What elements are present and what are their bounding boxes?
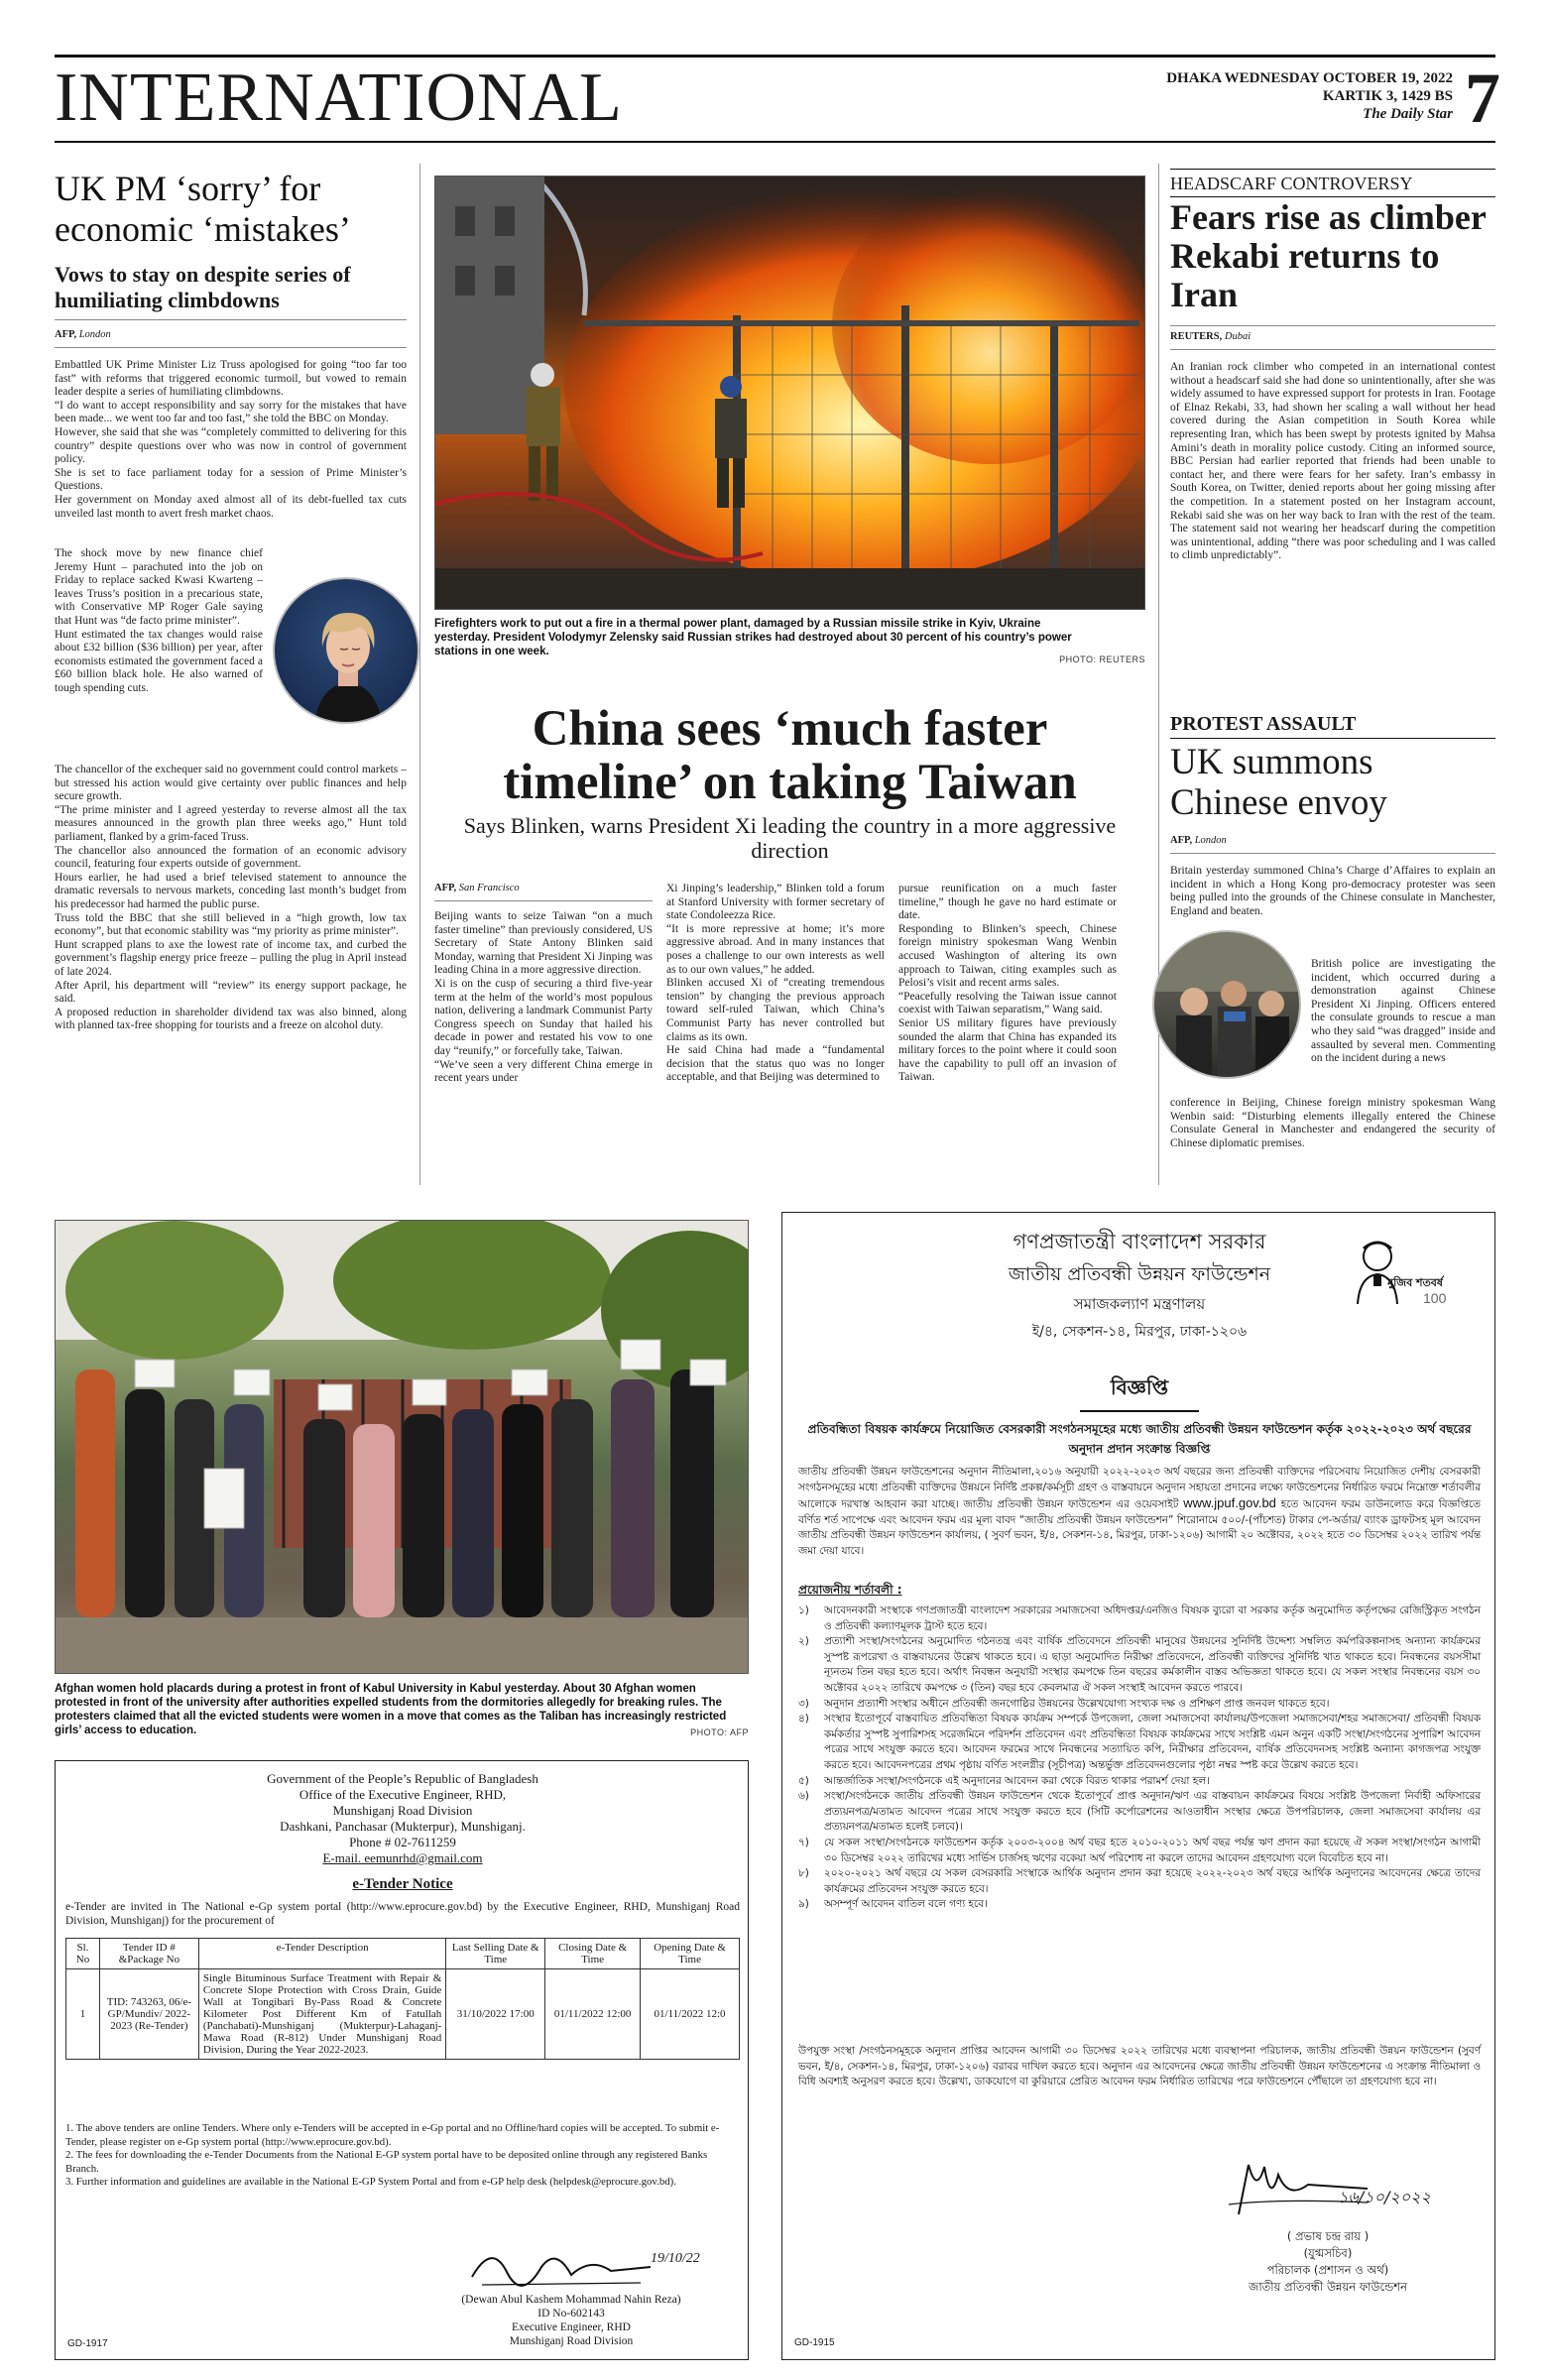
paragraph: “It is more repressive at home; it’s more aggressive abroad. And in many instances that poses a challenge to our own interests as well as to our own values,” he added. bbox=[666, 922, 885, 976]
condition-text: যে সকল সংস্থা/সংগঠনকে ফাউন্ডেশন কর্তৃক ২০০৩-২০০৪ অর্থ বছর হতে ২০১০-২০১১ অর্থ বছর পর্যন্ত ঋণ প্রদান করা হয়েছে ঐ সকল সংস্থা/সংগঠন আগামী ৩০ ডিসেম্বর ২০২২ তারিখের মধ্যে সার্ভিস চার্জসহ ঋণের বকেয়া অর্থ পরিশোধ না করলে তাদের আবেদন গ্রহণযোগ্য বলে বিবেচিত হবে না। bbox=[824, 1836, 1481, 1864]
notice-header-line: সমাজকল্যাণ মন্ত্রণালয় bbox=[1073, 1295, 1206, 1313]
logo-number: 100 bbox=[1423, 1290, 1447, 1306]
consulate-photo bbox=[1152, 930, 1301, 1079]
crowd-illustration bbox=[1154, 932, 1301, 1079]
paragraph: Blinken accused Xi of “creating tremendous tension” by changing the previous approach toward self-ruled Taiwan, which China’s Communist Party has never controlled but claims as its own. bbox=[666, 977, 885, 1043]
byline-agency: AFP, bbox=[55, 329, 77, 340]
china-byline bbox=[434, 883, 520, 893]
column-header: e-Tender Description bbox=[198, 1939, 445, 1969]
intro-text: জাতীয় প্রতিবন্ধী উন্নয়ন ফাউন্ডেশনের অনুদান নীতিমালা,২০১৬ অনুযায়ী ২০২২-২০২৩ অর্থ বছরের জন্য প্রতিবন্ধী ব্যক্তিদের পরিসেবায় নিয়োজিত দেশীয় বেসরকারী সংগঠনসমূহের মধ্যে প্রতিবন্ধী ব্যক্তিদের উন্নয়নে নির্দিষ্ট প্রকল্প/কর্মসূচী গ্রহণ ও বাস্তবায়নে অনুদান সহায়তা প্রদানের লক্ষ্যে ফাউন্ডেশনের নির্ধারিত ফরমে নিম্নোক্ত শর্তাবলীর আলোকে দরখাস্ত আহবান করা যাচ্ছে। জাতীয় প্রতিবন্ধী উন্নয়ন ফাউন্ডেশন এর ওয়েবসাইট bbox=[798, 1466, 1481, 1511]
fire-photo-credit: PHOTO: REUTERS bbox=[1059, 654, 1145, 664]
top-rule bbox=[55, 55, 1495, 58]
bangla-notice bbox=[781, 1212, 1495, 2360]
liz-truss-photo bbox=[273, 577, 419, 724]
paragraph: Hunt scrapped plans to axe the lowest rate of income tax, and curbed the government’s flagship energy price freeze – pulling the plug in April instead of late 2024. bbox=[55, 938, 407, 978]
rekabi-headline: Fears rise as climber Rekabi returns to Iran bbox=[1170, 197, 1487, 314]
condition-text: সংস্থার ইতোপূর্বে বাস্তবায়িত প্রতিবন্ধিতা বিষয়ক কার্যক্রম সম্পর্কে উপজেলা, জেলা সমাজসেবা কার্যালয়/উপজেলা সমাজসেবা/শহর সমাজসেবা/ প্রতিবন্ধী বিষয়ক কর্মকর্তার সুস্পষ্ট সুপারিশসহ সরেজমিনে পরিদর্শন প্রতিবেদন এবং প্রতিবন্ধিতা বিষয়ক কার্যক্রমের সাথে সংশ্লিষ্ট এমন অনুন একটি সংস্থা/সংগঠনের সুপারিশ আবেদন পত্রের সাথে সংযুক্ত করতে হবে। আবেদন ফরমের সাথে নিবন্ধনের সত্যায়িত কপি, নিরীক্ষার প্রতিবেদন, বার্ষিক প্রতিবেদনসহ সংশ্লিষ্ট অন্যান্য কাগজপত্র সংযুক্ত করতে হবে। আবেদনপত্রের প্রথম পৃষ্ঠায় বর্ণিত সংলগ্নীর (সূচীপত্র) অন্তর্ভুক্ত প্রতিবেদনগুলোর পৃষ্ঠা নম্বর স্পষ্ট করে উল্লেখ করতে হবে। bbox=[824, 1713, 1481, 1771]
signatory-line: জাতীয় প্রতিবন্ধী উন্নয়ন ফাউন্ডেশন bbox=[1249, 2280, 1407, 2294]
intro-text-rest: হতে আবেদন ফরম ডাউনলোড করে বিজ্ঞপ্তিতে বর্ণিত শর্ত সাপেক্ষে এবং আবেদন ফরম এর মূল্য বাবদ “জাতীয় প্রতিবন্ধী উন্নয়ন ফাউন্ডেশন” শিরোনামে ৫০০/-(পাঁচশত) টাকার পে-অর্ডার/ ব্যাংক ড্রাফটসহ মূল আবেদন জাতীয় প্রতিবন্ধী উন্নয়ন ফাউন্ডেশন কার্যালয়, ( সুবর্ণ ভবন, ই/৪, সেকশন-১৪, মিরপুর, ঢাকা-১২০৬) আগামী ২০ অক্টোবর, ২০২২ হতে ৩০ ডিসেম্বর ২০২২ তারিখ পর্যন্ত জমা দেয়া যাবে। bbox=[798, 1498, 1481, 1557]
rekabi-byline bbox=[1170, 331, 1251, 342]
tender-table bbox=[65, 1938, 740, 2060]
condition-item: ৭) যে সকল সংস্থা/সংগঠনকে ফাউন্ডেশন কর্তৃক ২০০৩-২০০৪ অর্থ বছর হতে ২০১০-২০১১ অর্থ বছর পর্যন্ত ঋণ প্রদান করা হয়েছে ঐ সকল সংস্থা/সংগঠন আগামী ৩০ ডিসেম্বর ২০২২ তারিখের মধ্যে সার্ভিস চার্জসহ ঋণের বকেয়া অর্থ পরিশোধ না করলে তাদের আবেদন গ্রহণযোগ্য বলে বিবেচিত হবে না। bbox=[798, 1836, 1481, 1866]
paragraph: “Peacefully resolving the Taiwan issue cannot coexist with Taiwan separatism,” Wang said. bbox=[898, 990, 1117, 1016]
notice-header-line: জাতীয় প্রতিবন্ধী উন্নয়ন ফাউন্ডেশন bbox=[1008, 1263, 1271, 1285]
signatory-line: Executive Engineer, RHD bbox=[512, 2321, 631, 2333]
signatory-line: পরিচালক (প্রশাসন ও অর্থ) bbox=[1266, 2263, 1389, 2277]
byline-agency: AFP, bbox=[1170, 835, 1193, 846]
byline-rule bbox=[434, 900, 653, 901]
paragraph: “The prime minister and I agreed yesterday to reverse almost all the tax measures announced in the growth plan three weeks ago,” Hunt told parliament, flanked by a grim-faced Truss. bbox=[55, 803, 407, 843]
condition-text: সংস্থা/সংগঠনকে জাতীয় প্রতিবন্ধী উন্নয়ন ফাউন্ডেশন থেকে ইতোপূর্বে প্রাপ্ত অনুদান/ঋণ এর বাস্তবায়ন কার্যক্রমের বিষয়ে সংশ্লিষ্ট উপজেলা নির্বাহী অফিসারের প্রত্যয়নপত্র/মতামত আবেদন পত্রের সাথে সংযুক্ত করতে হবে (সিটি কর্পোরেশনের আওতাধীন সংস্থার ক্ষেত্রে উপপরিচালক, জেলা সমাজসেবা কার্যালয় এর প্রত্যয়নপত্র/মতামত হলেই চলবে)। bbox=[824, 1790, 1481, 1834]
conditions-title: প্রয়োজনীয় শর্তাবলী : bbox=[798, 1583, 902, 1597]
kyiv-fire-photo bbox=[434, 176, 1145, 610]
paragraph: The shock move by new finance chief Jeremy Hunt – parachuted into the job on Friday to replace sacked Kwasi Kwarteng – leaves Truss’s position in a precarious state, with Conservative MP Roger Gale saying that Hunt was “de facto prime minister”. bbox=[55, 547, 263, 627]
paragraph: Hunt estimated the tax changes would raise about £32 billion ($36 billion) per year, after economists estimated the government faced a £60 billion black hole. He also warned of tough spending cuts. bbox=[55, 628, 263, 694]
signatory-line: (Dewan Abul Kashem Mohammad Nahin Reza) bbox=[461, 2294, 681, 2306]
envoy-byline bbox=[1170, 835, 1227, 846]
condition-item: ৮) ২০২০-২০২১ অর্থ বছরে যে সকল বেসরকারি সংস্থাকে আর্থিক অনুদান প্রদান করা হয়েছে ২০২২-২০২৩ অর্থ বছরে আর্থিক অনুদানের আবেদনের ক্ষেত্রে তাদের কার্যক্রমের প্রতিবেদন সংযুক্ত করতে হবে। bbox=[798, 1866, 1481, 1897]
conditions-list bbox=[798, 1604, 1481, 1913]
paragraph: Senior US military figures have previously sounded the alarm that China has expanded its military forces to the point where it could soon have the capability to pull off an invasion of Taiwan. bbox=[898, 1016, 1117, 1084]
cell-sl: 1 bbox=[66, 1969, 100, 2060]
table-header-row bbox=[66, 1939, 740, 1969]
rekabi-body: An Iranian rock climber who competed in an international contest without a headscarf said she had done so unintentionally, after she was widely assumed to have expressed support for protests in Iran. Footage of Elnaz Rekabi, 33, had shown her scaling a wall without her head covered during the Asian competition in South Korea while representing Iran, which has been swept by protests ignited by Mahsa Amini’s death in morality police custody. Citing an informed source, BBC Persian had earlier reported that friends had been unable to contact her, and there were fears for her safety. Iran’s embassy in South Korea, on Twitter, denied reports about her going missing after the competition. In a statement posted on her Instagram account, Rekabi said she was on her way back to Iran with the rest of the team. The statement said not wearing her headscarf during the competition was unintentional, adding “there was poor scheduling and I was called to climb unpredictably”. bbox=[1170, 361, 1495, 562]
page-number: 7 bbox=[1465, 59, 1500, 138]
signatory-line: ID No-602143 bbox=[537, 2308, 605, 2320]
paragraph: Xi is on the cusp of securing a third five-year term at the helm of the world’s most populous nation, delivering a landmark Communist Party Congress speech on Sunday that hailed his decade in power and restated his vow to one day “reunify,” or forcefully take, Taiwan. bbox=[434, 977, 653, 1057]
tender-note: 1. The above tenders are online Tenders. Where only e-Tenders will be accepted in e-Gp portal and no Offline/hard copies will be accepted. To submit e-Tender, please register on e-Gp system portal (http://www.eprocure.gov.bd). bbox=[65, 2122, 720, 2148]
paragraph: She is set to face parliament today for a session of Prime Minister’s Questions. bbox=[55, 466, 407, 493]
byline-place: Dubai bbox=[1224, 331, 1252, 342]
envoy-headline: UK summons Chinese envoy bbox=[1170, 742, 1387, 823]
cell-opening-date: 01/11/2022 12:0 bbox=[641, 1969, 740, 2060]
notice-title: বিজ্ঞপ্তি bbox=[1080, 1373, 1199, 1412]
paragraph: The chancellor of the exchequer said no government could control markets – but stressed his action would give certainty over public finances and help secure growth. bbox=[55, 764, 407, 803]
tender-title: e-Tender Notice bbox=[352, 1876, 453, 1892]
uk-pm-body-bottom bbox=[55, 764, 407, 1033]
envoy-body-top: Britain yesterday summoned China’s Charge d’Affaires to explain an incident in which a Hong Kong pro-democracy protester was seen being pulled into the grounds of the Chinese consulate in Manchester, England and beaten. bbox=[1170, 865, 1495, 917]
protest-scene-illustration bbox=[56, 1221, 749, 1674]
byline-agency: REUTERS, bbox=[1170, 331, 1223, 342]
bs-date-line: KARTIK 3, 1429 BS bbox=[1322, 88, 1453, 104]
logo-text: মুজিব শতবর্ষ bbox=[1387, 1276, 1443, 1289]
kicker-rule bbox=[1170, 738, 1495, 739]
tender-header bbox=[56, 1771, 750, 1866]
masthead-bottom-rule bbox=[55, 141, 1495, 143]
date-line: DHAKA WEDNESDAY OCTOBER 19, 2022 bbox=[1166, 70, 1453, 86]
paper-name: The Daily Star bbox=[1363, 106, 1453, 122]
uk-pm-headline: UK PM ‘sorry’ for economic ‘mistakes’ bbox=[55, 169, 351, 249]
byline-place: London bbox=[1194, 835, 1227, 846]
paragraph: Embattled UK Prime Minister Liz Truss apologised for going “too far too fast” with reforms that triggered economic turmoil, but vowed to remain leader despite a series of humiliating climbdowns. bbox=[55, 359, 407, 399]
condition-item: ৪) সংস্থার ইতোপূর্বে বাস্তবায়িত প্রতিবন্ধিতা বিষয়ক কার্যক্রম সম্পর্কে উপজেলা, জেলা সমাজসেবা কার্যালয়/উপজেলা সমাজসেবা/শহর সমাজসেবা/ প্রতিবন্ধী বিষয়ক কর্মকর্তার সুস্পষ্ট সুপারিশসহ সরেজমিনে পরিদর্শন প্রতিবেদন এবং প্রতিবন্ধিতা বিষয়ক কার্যক্রমের সাথে সংশ্লিষ্ট এমন অনুন একটি সংস্থা/সংগঠনের সুপারিশ আবেদন পত্রের সাথে সংযুক্ত করতে হবে। আবেদন ফরমের সাথে নিবন্ধনের সত্যায়িত কপি, নিরীক্ষার প্রতিবেদন, বার্ষিক প্রতিবেদনসহ সংশ্লিষ্ট অন্যান্য কাগজপত্র সংযুক্ত করতে হবে। আবেদনপত্রের প্রথম পৃষ্ঠায় বর্ণিত সংলগ্নীর (সূচীপত্র) অন্তর্ভুক্ত প্রতিবেদনগুলোর পৃষ্ঠা নম্বর স্পষ্ট করে উল্লেখ করতে হবে। bbox=[798, 1712, 1481, 1773]
column-header: Sl. No bbox=[66, 1939, 100, 1969]
china-column-3 bbox=[898, 883, 1117, 1085]
condition-text: অসম্পূর্ণ আবেদন বাতিল বলে গণ্য হবে। bbox=[824, 1898, 988, 1911]
portrait-logo-icon bbox=[1348, 1235, 1407, 1304]
tender-intro: e-Tender are invited in The National e-Gp system portal (http://www.eprocure.gov.bd) by the Executive Engineer, RHD, Munshiganj Road Division, Munshiganj) for the procurement of bbox=[65, 1901, 740, 1927]
paragraph: Truss told the BBC that she still believed in a “high growth, low tax economy”, but that economic stability was “my priority as prime minister”. bbox=[55, 911, 407, 938]
signatory-line: Munshiganj Road Division bbox=[509, 2335, 634, 2347]
paragraph: However, she said that she was “completely committed to delivering for this country” despite questions over who was now in control of government policy. bbox=[55, 425, 407, 466]
condition-item: ৯) অসম্পূর্ণ আবেদন বাতিল বলে গণ্য হবে। bbox=[798, 1897, 1481, 1913]
paragraph: pursue reunification on a much faster timeline,” though he gave no hard estimate or date. bbox=[898, 883, 1117, 922]
notice-signature-date: ১৬/১০/২০২২ bbox=[1338, 2188, 1431, 2206]
tender-header-line: Munshiganj Road Division bbox=[332, 1803, 473, 1818]
column-header: Last Selling Date & Time bbox=[446, 1939, 545, 1969]
cell-description: Single Bituminous Surface Treatment with Repair & Concrete Slope Protection with Cross Drain, Guide Wall at Tongibari By-Pass Road & Concrete Kilometer Post Different Km of Fatullah (Panchabati)-Munshiganj (Mukterpur)-Lahaganj-Mawa Road (R-812) Under Munshiganj Road Division, During the Year 2022-2023. bbox=[198, 1969, 445, 2060]
condition-text: অনুদান প্রত্যাশী সংস্থার অধীনে প্রতিবন্ধী জনগোষ্ঠির উন্নয়নের উল্লেখযোগ্য সংখ্যক দক্ষ ও প্রশিক্ষণ প্রাপ্ত জনবল থাকতে হবে। bbox=[824, 1697, 1330, 1710]
mujib-logo bbox=[1348, 1235, 1457, 1324]
kicker-rule bbox=[1170, 169, 1495, 170]
paragraph: Hours earlier, he had used a brief televised statement to announce the dramatic reversals to nervous markets, conceding last month’s budget from his predecessor had harmed the public purse. bbox=[55, 871, 407, 910]
column-divider bbox=[419, 164, 420, 1185]
condition-text: আন্তর্জাতিক সংস্থা/সংগঠনকে এই অনুদানের আবেদন করা থেকে বিরত থাকার পরামর্শ দেয়া হল। bbox=[824, 1774, 1210, 1787]
notice-code: GD-1915 bbox=[794, 2337, 835, 2348]
signatory-line: (যুগ্মসচিব) bbox=[1303, 2246, 1353, 2260]
column-header: Tender ID # &Package No bbox=[99, 1939, 198, 1969]
china-headline: China sees ‘much faster timeline’ on taking Taiwan bbox=[503, 701, 1077, 810]
paragraph: “We’ve seen a very different China emerge in recent years under bbox=[434, 1058, 653, 1085]
notice-header-line: গণপ্রজাতন্ত্রী বাংলাদেশ সরকার bbox=[1013, 1230, 1266, 1253]
paragraph: The chancellor also announced the formation of an economic advisory council, featuring four experts outside of government. bbox=[55, 844, 407, 871]
byline-rule bbox=[1170, 325, 1495, 326]
tender-notes bbox=[65, 2122, 740, 2190]
signatory-line: ( প্রভাষ চন্দ্র রায় ) bbox=[1286, 2229, 1370, 2243]
condition-item: ৫) আন্তর্জাতিক সংস্থা/সংগঠনকে এই অনুদানের আবেদন করা থেকে বিরত থাকার পরামর্শ দেয়া হল। bbox=[798, 1774, 1481, 1790]
cell-selling-date: 31/10/2022 17:00 bbox=[446, 1969, 545, 2060]
afghan-photo-caption: Afghan women hold placards during a protest in front of Kabul University in Kabul yesterday. About 30 Afghan women protested in front of the university after authorities expelled students from the dormitories allegedly for breaking rules. The protesters claimed that all the evicted students were women in a move that comes as the Taliban has increasingly restricted girls’ access to education. bbox=[55, 1683, 727, 1736]
section-title: INTERNATIONAL bbox=[55, 60, 623, 136]
condition-item: ১) আবেদনকারী সংস্থাকে গণপ্রজাতন্ত্রী বাংলাদেশ সরকারের সমাজসেবা অধিদপ্তর/এনজিও বিষয়ক ব্যুরো বা সরকার কর্তৃক অনুমোদিত কর্তৃপক্ষের রেজিস্ট্রিকৃত সংগঠন ও প্রতিবন্ধী কল্যাণমূলক ট্রাস্ট হতে হবে। bbox=[798, 1604, 1481, 1634]
e-tender-notice bbox=[55, 1760, 749, 2360]
condition-text: আবেদনকারী সংস্থাকে গণপ্রজাতন্ত্রী বাংলাদেশ সরকারের সমাজসেবা অধিদপ্তর/এনজিও বিষয়ক ব্যুরো বা সরকার কর্তৃক অনুমোদিত কর্তৃপক্ষের রেজিস্ট্রিকৃত সংগঠন ও প্রতিবন্ধী কল্যাণমূলক ট্রাস্ট হতে হবে। bbox=[824, 1605, 1481, 1632]
condition-text: ২০২০-২০২১ অর্থ বছরে যে সকল বেসরকারি সংস্থাকে আর্থিক অনুদান প্রদান করা হয়েছে ২০২২-২০২৩ অর্থ বছরে আর্থিক অনুদানের আবেদনের ক্ষেত্রে তাদের কার্যক্রমের প্রতিবেদন সংযুক্ত করতে হবে। bbox=[824, 1867, 1481, 1895]
uk-pm-body-wrap bbox=[55, 547, 263, 696]
tender-code: GD-1917 bbox=[67, 2338, 108, 2349]
paragraph: A proposed reduction in shareholder dividend tax was also binned, along with planned tax-free shopping for tourists and a freeze on alcohol duty. bbox=[55, 1006, 407, 1032]
cell-tender-id: TID: 743263, 06/e-GP/Mundiv/ 2022-2023 (Re-Tender) bbox=[99, 1969, 198, 2060]
paragraph: “I do want to accept responsibility and say sorry for the mistakes that have been made... we went too far and too fast,” she told the BBC on Monday. bbox=[55, 399, 407, 425]
notice-closing: উপযুক্ত সংস্থা /সংগঠনসমূহকে অনুদান প্রাপ্তির আবেদন আগামী ৩০ ডিসেম্বর ২০২২ তারিখের মধ্যে ব্যবস্থাপনা পরিচালক, জাতীয় প্রতিবন্ধী উন্নয়ন ফাউন্ডেশন (সুবর্ণ ভবন, ই/৪, সেকশন-১৪, মিরপুর, ঢাকা-১২০৬) বরাবর দাখিল করতে হবে। অনুদান এর আবেদনের ক্ষেত্রে জাতীয় প্রতিবন্ধী উন্নয়ন ফাউন্ডেশনের এ সংক্রান্ত নীতিমালা ও বিধি অবশ্যই অনুসরণ করতে হবে। উল্লেখ্য, ডাকযোগে বা কুরিয়ারে প্রেরিত আবেদন ফরম নির্ধারিত তারিখের পরে ফাউন্ডেশনে পৌঁছালে তা গ্রহণযোগ্য হবে না। bbox=[798, 2045, 1481, 2088]
kabul-protest-photo bbox=[55, 1220, 749, 1674]
envoy-body-bottom: conference in Beijing, Chinese foreign ministry spokesman Wang Wenbin said: “Disturbing elements illegally entered the Chinese Consulate General in Manchester and endangered the security of Chinese diplomatic premises. bbox=[1170, 1097, 1495, 1149]
condition-item: ২) প্রত্যাশী সংস্থা/সংগঠনের অনুমোদিত গঠনতন্ত্র এবং বার্ষিক প্রতিবেদনে প্রতিবন্ধী মানুষের উন্নয়নের সুনির্দিষ্ট উদ্দেশ্য সম্বলিত কর্মপরিকল্পনাসহ অন্যান্য কার্যক্রমের সুস্পষ্ট রূপরেখা ও বাস্তবায়নের উল্লেখ থাকতে হবে। এ ছাড়া অনুমোদিত নিরীক্ষা প্রতিবেদনে, প্রতিবন্ধী ব্যক্তিদের সুনির্দিষ্ট খাত থাকতে হবে। নিবন্ধনের বয়সসীমা ন্যূনতম তিন বছর হতে হবে। অর্থাৎ নিবন্ধন অনুযায়ী সংস্থার কমপক্ষে তিন বছরের কর্মকালীন বাস্তব অভিজ্ঞতা থাকতে হবে। যে সকল সংস্থার নিবন্ধনের বয়স ৩০ অক্টোবর ২০২২ তারিখে কমপক্ষে ৩ (তিন) বছর হবে কেবলমাত্র ঐ সকল সংস্থাই আবেদন করতে পারবে। bbox=[798, 1634, 1481, 1696]
china-column-2 bbox=[666, 883, 885, 1085]
paragraph: Her government on Monday axed almost all of its debt-fuelled tax cuts unveiled last month to avert fresh market chaos. bbox=[55, 493, 407, 520]
byline-rule bbox=[1170, 853, 1495, 854]
byline-place: London bbox=[78, 329, 111, 340]
tender-signature bbox=[462, 2237, 660, 2297]
uk-pm-byline bbox=[55, 329, 111, 340]
tender-note: 2. The fees for downloading the e-Tender Documents from the National E-GP system portal have to be deposited online through any registered Banks Branch. bbox=[65, 2149, 708, 2175]
paragraph: Xi Jinping’s leadership,” Blinken told a forum at Stanford University with former secretary of state Condoleezza Rice. bbox=[666, 883, 885, 922]
notice-subject: প্রতিবন্ধিতা বিষয়ক কার্যক্রমে নিয়োজিত বেসরকারী সংগঠনসমূহের মধ্যে জাতীয় প্রতিবন্ধী উন্নয়ন ফাউন্ডেশন কর্তৃক ২০২২-২০২৩ অর্থ বছরের অনুদান প্রদান সংক্রান্ত বিজ্ঞপ্তি bbox=[807, 1422, 1472, 1456]
notice-header-line: ই/৪, সেকশন-১৪, মিরপুর, ঢাকা-১২০৬ bbox=[1031, 1324, 1248, 1340]
china-subhead: Says Blinken, warns President Xi leading the country in a more aggressive direction bbox=[463, 813, 1117, 863]
portrait-illustration bbox=[275, 579, 419, 724]
rekabi-kicker: HEADSCARF CONTROVERSY bbox=[1170, 174, 1413, 193]
tender-note: 3. Further information and guidelines are available in the National E-GP System Portal and from e-GP help desk (helpdesk@eprocure.gov.bd). bbox=[65, 2176, 676, 2188]
tender-table-wrap bbox=[65, 1938, 740, 2060]
byline-place: San Francisco bbox=[458, 883, 520, 893]
condition-item: ৬) সংস্থা/সংগঠনকে জাতীয় প্রতিবন্ধী উন্নয়ন ফাউন্ডেশন থেকে ইতোপূর্বে প্রাপ্ত অনুদান/ঋণ এর বাস্তবায়ন কার্যক্রমের বিষয়ে সংশ্লিষ্ট উপজেলা নির্বাহী অফিসারের প্রত্যয়নপত্র/মতামত আবেদন পত্রের সাথে সংযুক্ত করতে হবে (সিটি কর্পোরেশনের আওতাধীন সংস্থার ক্ষেত্রে উপপরিচালক, জেলা সমাজসেবা কার্যালয় এর প্রত্যয়নপত্র/মতামত হলেই চলবে)। bbox=[798, 1789, 1481, 1836]
byline-rule bbox=[55, 319, 407, 320]
tender-header-line: Government of the People’s Republic of Bangladesh bbox=[267, 1771, 538, 1786]
paragraph: After April, his department will “review” its energy support package, he said. bbox=[55, 979, 407, 1006]
tender-header-line: Office of the Executive Engineer, RHD, bbox=[298, 1787, 507, 1802]
tender-email-link[interactable]: E-mail. eemunrhd@gmail.com bbox=[322, 1850, 483, 1865]
cell-closing-date: 01/11/2022 12:00 bbox=[545, 1969, 641, 2060]
notice-intro bbox=[798, 1465, 1481, 1560]
condition-text: প্রত্যাশী সংস্থা/সংগঠনের অনুমোদিত গঠনতন্ত্র এবং বার্ষিক প্রতিবেদনে প্রতিবন্ধী মানুষের উন্নয়নের সুনির্দিষ্ট উদ্দেশ্য সম্বলিত কর্মপরিকল্পনাসহ অন্যান্য কার্যক্রমের সুস্পষ্ট রূপরেখা ও বাস্তবায়নের উল্লেখ থাকতে হবে। এ ছাড়া অনুমোদিত নিরীক্ষা প্রতিবেদনে, প্রতিবন্ধী ব্যক্তিদের সুনির্দিষ্ট খাত থাকতে হবে। নিবন্ধনের বয়সসীমা ন্যূনতম তিন বছর হতে হবে। অর্থাৎ নিবন্ধন অনুযায়ী সংস্থার কমপক্ষে তিন বছরের কর্মকালীন বাস্তব অভিজ্ঞতা থাকতে হবে। যে সকল সংস্থার নিবন্ধনের বয়স ৩০ অক্টোবর ২০২২ তারিখে কমপক্ষে ৩ (তিন) বছর হবে কেবলমাত্র ঐ সকল সংস্থাই আবেদন করতে পারবে। bbox=[824, 1635, 1481, 1694]
byline-rule bbox=[55, 347, 407, 348]
tender-signature-date: 19/10/22 bbox=[651, 2251, 700, 2266]
column-header: Closing Date & Time bbox=[545, 1939, 641, 1969]
byline-agency: AFP, bbox=[434, 883, 457, 893]
tender-header-line: Dashkani, Panchasar (Mukterpur), Munshiganj. bbox=[280, 1819, 526, 1834]
fire-scene-illustration bbox=[435, 177, 1145, 610]
tender-header-line: Phone # 02-7611259 bbox=[349, 1835, 456, 1849]
dateline bbox=[1071, 69, 1453, 123]
paragraph: Beijing wants to seize Taiwan “on a much faster timeline” than previously considered, US Secretary of State Antony Blinken said Monday, warning that President Xi Jinping was leading China in a more aggressive direction. bbox=[434, 910, 653, 977]
condition-item: ৩) অনুদান প্রত্যাশী সংস্থার অধীনে প্রতিবন্ধী জনগোষ্ঠির উন্নয়নের উল্লেখযোগ্য সংখ্যক দক্ষ ও প্রশিক্ষণ প্রাপ্ত জনবল থাকতে হবে। bbox=[798, 1697, 1481, 1713]
paragraph: He said China had made a “fundamental decision that the status quo was no longer acceptable, and that Beijing was determined to bbox=[666, 1044, 885, 1084]
website-link[interactable]: www.jpuf.gov.bd bbox=[1183, 1495, 1276, 1511]
envoy-body-wrap: British police are investigating the incident, which occurred during a demonstration against Chinese President Xi Jinping. Officers entered the consulate grounds to rescue a man who they said “was dragged” inside and assaulted by several men. Commenting on the incident during a news bbox=[1311, 958, 1495, 1065]
paragraph: Responding to Blinken’s speech, Chinese foreign ministry spokesman Wang Wenbin accused Washington of altering its own approach to Taiwan, citing examples such as Pelosi’s visit and recent arms sales. bbox=[898, 922, 1117, 990]
table-row bbox=[66, 1969, 740, 2060]
tender-signatory bbox=[413, 2293, 730, 2348]
column-header: Opening Date & Time bbox=[641, 1939, 740, 1969]
uk-pm-subhead: Vows to stay on despite series of humiliating climbdowns bbox=[55, 262, 351, 312]
china-column-1 bbox=[434, 910, 653, 1086]
uk-pm-body-top bbox=[55, 359, 407, 521]
afghan-photo-credit: PHOTO: AFP bbox=[690, 1727, 749, 1737]
envoy-kicker: PROTEST ASSAULT bbox=[1170, 713, 1357, 735]
notice-signatory bbox=[1179, 2228, 1477, 2296]
byline-rule bbox=[1170, 349, 1495, 350]
fire-photo-caption: Firefighters work to put out a fire in a thermal power plant, damaged by a Russian missile strike in Kyiv, Ukraine yesterday. President Volodymyr Zelensky said Russian strikes had destroyed about 30 percent of his country’s power stations in one week. bbox=[434, 618, 1072, 657]
